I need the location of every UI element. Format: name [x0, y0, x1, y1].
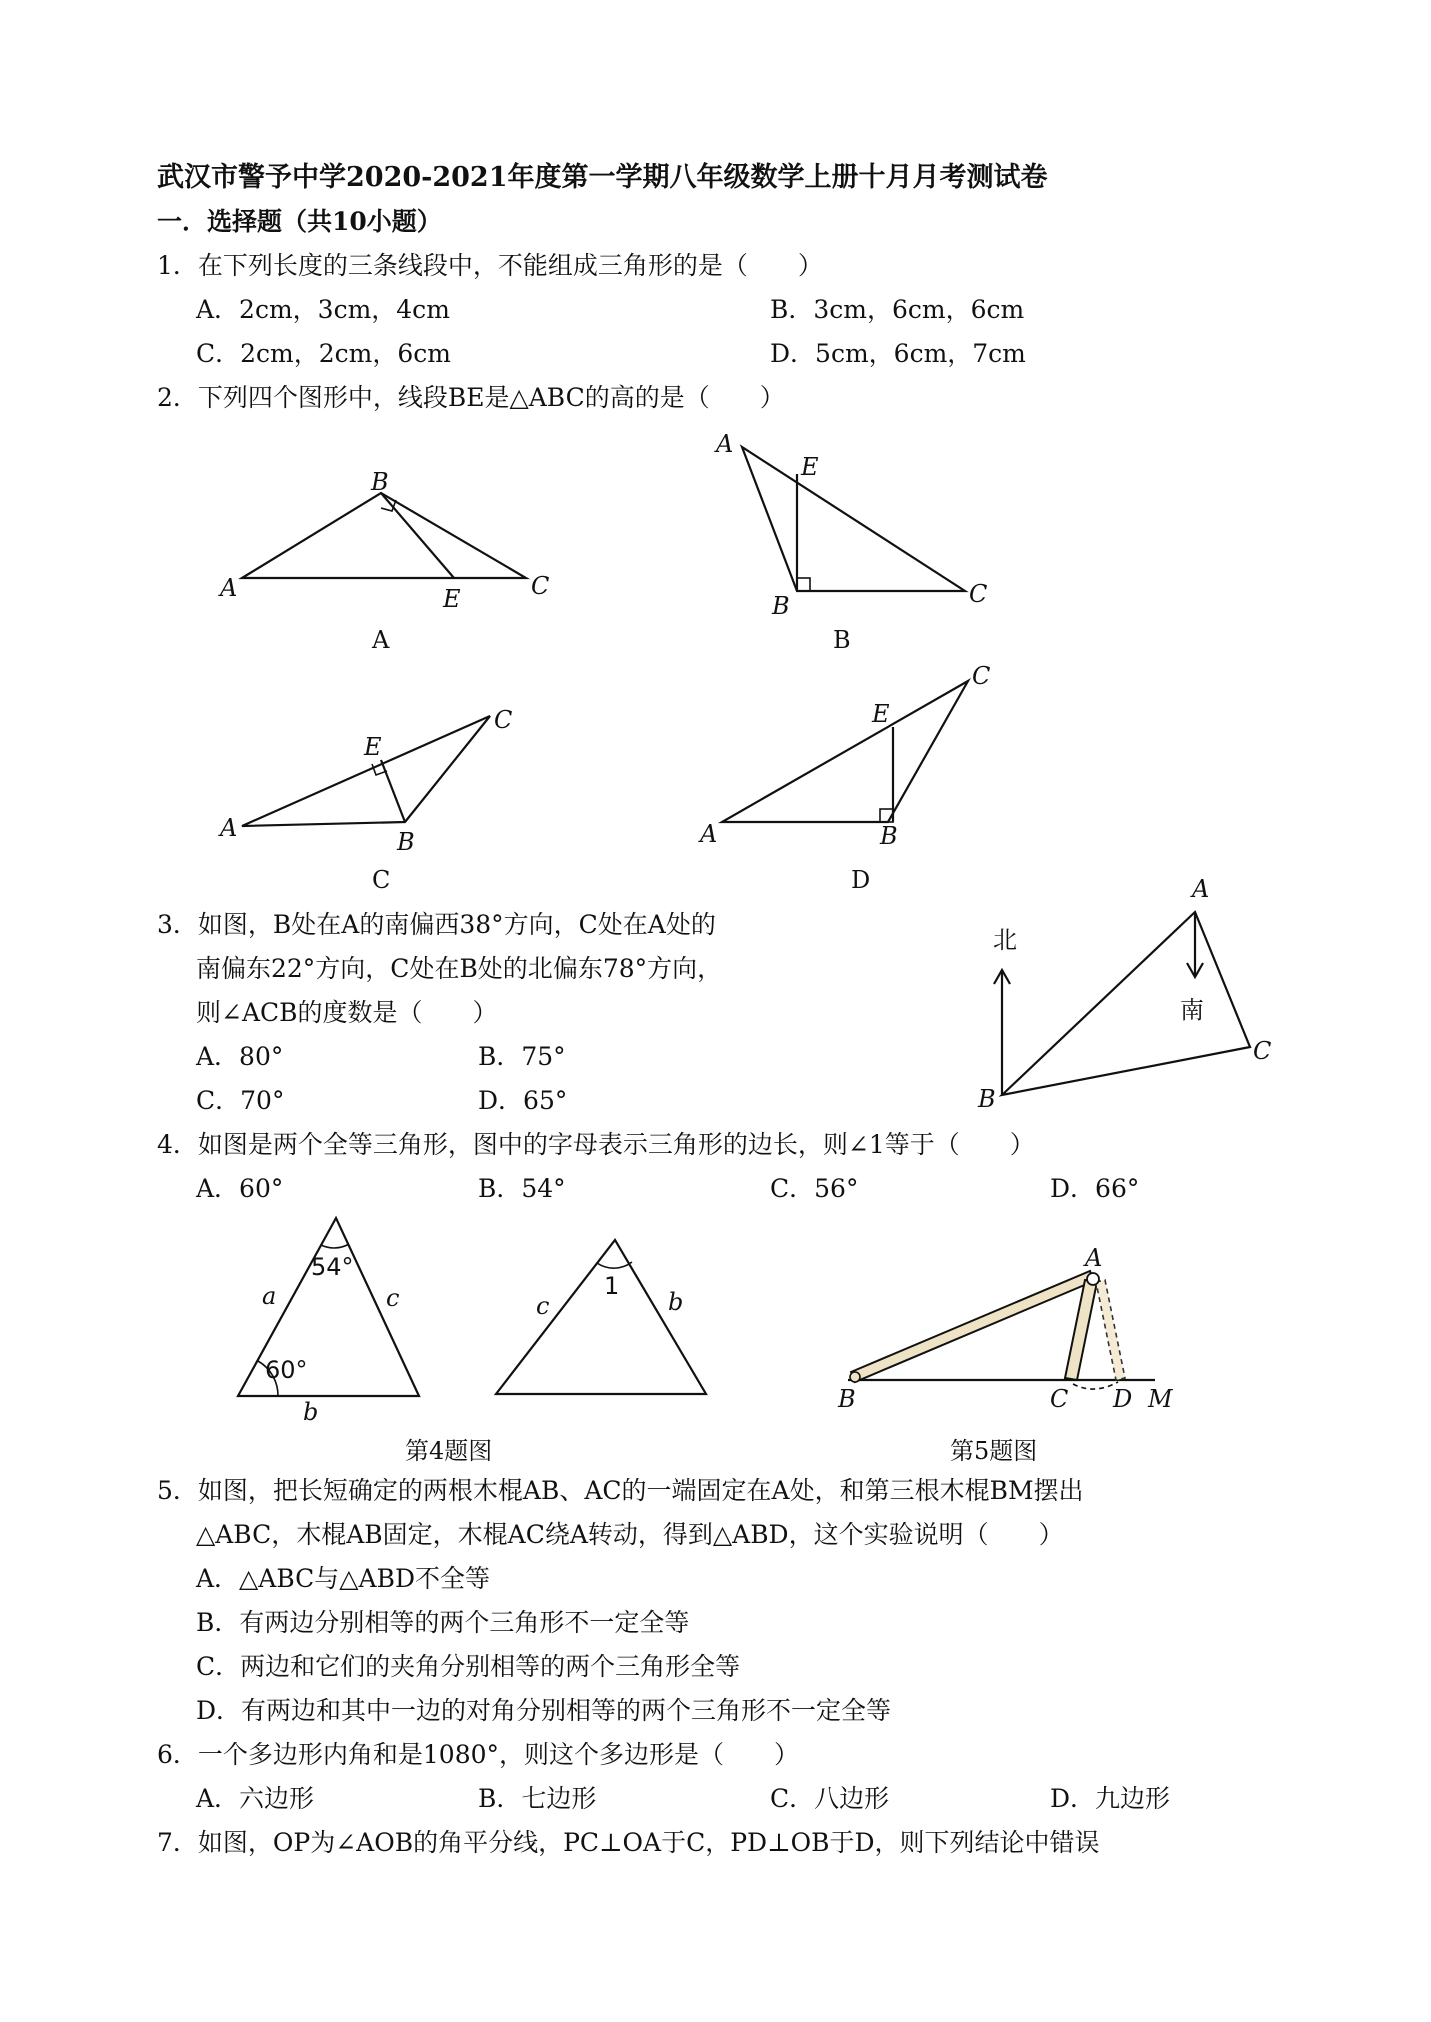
q3-label-b: B — [978, 1085, 996, 1113]
question-5-option-c: C．两边和它们的夹角分别相等的两个三角形全等 — [196, 1652, 741, 1681]
q4-side-b-label: b — [303, 1398, 319, 1426]
q4-angle-60-label: 60° — [265, 1356, 308, 1384]
q2c-label-c: C — [494, 706, 513, 734]
question-3-option-d: D．65° — [478, 1086, 568, 1115]
question-3-line-3: 则∠ACB的度数是（ ） — [196, 998, 498, 1027]
question-1-option-b: B．3cm，6cm，6cm — [770, 295, 1025, 324]
q2-figure-d — [698, 662, 990, 850]
question-3-option-b: B．75° — [478, 1042, 566, 1071]
question-5-option-a: A．△ABC与△ABD不全等 — [196, 1564, 490, 1593]
question-1-option-c: C．2cm，2cm，6cm — [196, 339, 451, 368]
q2-figure-a — [218, 468, 549, 613]
question-3-option-c: C．70° — [196, 1086, 285, 1115]
q3-north-label: 北 — [993, 926, 1017, 954]
question-4-option-b: B．54° — [478, 1174, 566, 1203]
question-2-stem: 2．下列四个图形中，线段BE是△ABC的高的是（ ） — [157, 383, 785, 412]
question-7-stem: 7．如图，OP为∠AOB的角平分线，PC⊥OA于C，PD⊥OB于D，则下列结论中错误 — [157, 1828, 1100, 1857]
question-4-option-d: D．66° — [1050, 1174, 1140, 1203]
question-6-option-a: A．六边形 — [196, 1784, 315, 1813]
q2d-label-e: E — [872, 700, 890, 728]
q2-caption-b: B — [833, 626, 851, 654]
question-3-option-a: A．80° — [196, 1042, 284, 1071]
q2b-label-c: C — [969, 580, 988, 608]
q2b-label-b: B — [772, 592, 790, 620]
q2a-label-b: B — [371, 468, 389, 496]
question-6-option-c: C．八边形 — [770, 1784, 890, 1813]
q2b-label-e: E — [801, 453, 819, 481]
q5-label-m: M — [1148, 1385, 1173, 1413]
q2-caption-a: A — [372, 626, 390, 654]
q4-fig2-side-c-label: c — [536, 1292, 550, 1320]
question-1-option-d: D．5cm，6cm，7cm — [770, 339, 1026, 368]
q2d-label-a: A — [700, 820, 718, 848]
question-5-option-b: B．有两边分别相等的两个三角形不一定全等 — [196, 1608, 690, 1637]
q2c-label-e: E — [364, 733, 382, 761]
question-5-line-2: △ABC，木棍AB固定，木棍AC绕A转动，得到△ABD，这个实验说明（ ） — [196, 1520, 1064, 1549]
q4-angle-1-label: 1 — [604, 1272, 620, 1300]
q2d-label-b: B — [880, 822, 898, 850]
q4-side-a-label: a — [262, 1282, 277, 1310]
question-5-line-1: 5．如图，把长短确定的两根木棍AB、AC的一端固定在A处，和第三根木棍BM摆出 — [157, 1476, 1084, 1505]
q4-figure-2 — [496, 1240, 706, 1394]
q2c-label-b: B — [397, 828, 415, 856]
q4-figure-caption: 第4题图 — [405, 1437, 493, 1465]
page-title: 武汉市警予中学2020-2021年度第一学期八年级数学上册十月月考测试卷 — [157, 162, 1048, 193]
q5-figure — [837, 1244, 1174, 1413]
q4-angle-54-label: 54° — [311, 1253, 354, 1281]
question-3-line-2: 南偏东22°方向，C处在B处的北偏东78°方向， — [196, 954, 723, 983]
section-heading: 一．选择题（共10小题） — [157, 207, 442, 236]
q4-figure-1 — [238, 1218, 419, 1426]
question-6-option-d: D．九边形 — [1050, 1784, 1171, 1813]
q2b-label-a: A — [716, 430, 734, 458]
question-3-line-1: 3．如图，B处在A的南偏西38°方向，C处在A处的 — [157, 910, 716, 939]
q3-label-c: C — [1253, 1037, 1272, 1065]
q5-figure-caption: 第5题图 — [950, 1437, 1038, 1465]
q2-figure-c — [218, 706, 512, 856]
question-5-option-d: D．有两边和其中一边的对角分别相等的两个三角形不一定全等 — [196, 1696, 892, 1725]
q5-label-c: C — [1050, 1385, 1069, 1413]
q2-caption-c: C — [372, 866, 391, 894]
question-4-stem: 4．如图是两个全等三角形，图中的字母表示三角形的边长，则∠1等于（ ） — [157, 1130, 1035, 1159]
q4-side-c-label: c — [386, 1284, 400, 1312]
q5-label-b: B — [838, 1385, 856, 1413]
q2-caption-d: D — [851, 866, 871, 894]
q2a-label-e: E — [443, 585, 461, 613]
q3-south-label: 南 — [1180, 996, 1204, 1024]
question-4-option-a: A．60° — [196, 1174, 284, 1203]
q2c-label-a: A — [220, 814, 238, 842]
question-1-stem: 1．在下列长度的三条线段中，不能组成三角形的是（ ） — [157, 251, 823, 280]
q4-fig2-side-b-label: b — [668, 1288, 684, 1316]
q3-label-a: A — [1192, 875, 1210, 903]
question-6-option-b: B．七边形 — [478, 1784, 597, 1813]
q2-figure-b — [714, 430, 987, 620]
q3-figure — [977, 875, 1271, 1113]
q2a-label-a: A — [220, 574, 238, 602]
q2a-label-c: C — [531, 572, 550, 600]
question-1-option-a: A．2cm，3cm，4cm — [196, 295, 450, 324]
q5-label-a: A — [1085, 1244, 1103, 1272]
q5-label-d: D — [1113, 1385, 1133, 1413]
question-4-option-c: C．56° — [770, 1174, 859, 1203]
q2d-label-c: C — [972, 662, 991, 690]
question-6-stem: 6．一个多边形内角和是1080°，则这个多边形是（ ） — [157, 1740, 800, 1769]
